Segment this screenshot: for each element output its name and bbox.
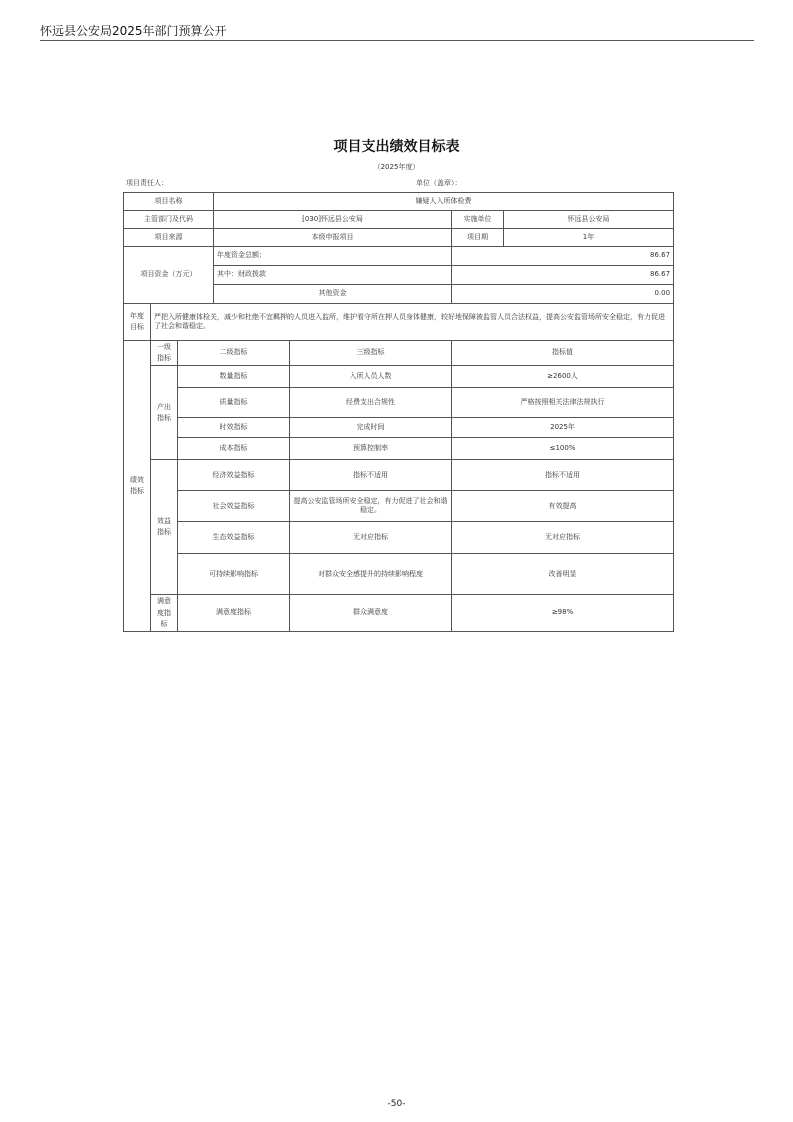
output-value: ≤100% xyxy=(452,438,674,460)
source-label: 项目来源 xyxy=(124,229,214,247)
funds-other-value: 0.00 xyxy=(452,285,674,304)
table-row xyxy=(124,418,674,438)
benefit-level3: 指标不适用 xyxy=(290,460,452,491)
output-level3: 完成时间 xyxy=(290,418,452,438)
dept-value: [030]怀远县公安局 xyxy=(214,211,452,229)
header-title: 怀远县公安局2025年部门预算公开 xyxy=(40,24,227,38)
project-name-label: 项目名称 xyxy=(124,193,214,211)
output-value: ≥2600人 xyxy=(452,366,674,388)
output-level2: 质量指标 xyxy=(178,388,290,418)
impl-value: 怀远县公安局 xyxy=(504,211,674,229)
col-level3-header: 三级指标 xyxy=(290,341,452,366)
funds-total-label: 年度资金总额： xyxy=(214,247,452,266)
benefit-level2: 社会效益指标 xyxy=(178,491,290,522)
table-row xyxy=(124,193,674,211)
funds-label: 项目资金（万元） xyxy=(124,247,214,304)
table-row xyxy=(124,229,674,247)
satisfaction-indicator-label: 满意度指标 xyxy=(151,595,178,632)
col-level2-header: 二级指标 xyxy=(178,341,290,366)
benefit-value: 改善明显 xyxy=(452,554,674,595)
benefit-level2: 生态效益指标 xyxy=(178,522,290,554)
table-row xyxy=(124,554,674,595)
benefit-level2: 可持续影响指标 xyxy=(178,554,290,595)
table-row xyxy=(124,438,674,460)
benefit-level2: 经济效益指标 xyxy=(178,460,290,491)
output-level3: 入所人员人数 xyxy=(290,366,452,388)
doc-title: 项目支出绩效目标表 xyxy=(333,139,460,155)
output-level3: 预算控制率 xyxy=(290,438,452,460)
doc-year: （2025年度） xyxy=(373,163,420,171)
annual-goal-text: 严把入所健康体检关，减少和杜绝不宜羁押的人员进入监所，维护看守所在押人员身体健康，较好地保障被监管人员合法权益，提高公安监管场所安全稳定，有力促进了社会和谐稳定。 xyxy=(151,304,674,341)
page-number: -50- xyxy=(387,1099,406,1109)
table-row xyxy=(124,595,674,632)
performance-table xyxy=(123,192,674,632)
output-value: 2025年 xyxy=(452,418,674,438)
dept-label: 主管部门及代码 xyxy=(124,211,214,229)
unit-label: 单位（盖章）： xyxy=(416,179,462,187)
table-row xyxy=(124,491,674,522)
annual-goal-label: 年度目标 xyxy=(124,304,151,341)
benefit-value: 有效提高 xyxy=(452,491,674,522)
benefit-level3: 提高公安监管场所安全稳定，有力促进了社会和谐稳定。 xyxy=(290,491,452,522)
benefit-value: 指标不适用 xyxy=(452,460,674,491)
table-row xyxy=(124,460,674,491)
benefit-indicator-label: 效益指标 xyxy=(151,460,178,595)
table-row xyxy=(124,211,674,229)
source-value: 本级申报项目 xyxy=(214,229,452,247)
output-level3: 经费支出合规性 xyxy=(290,388,452,418)
funds-fiscal-value: 86.67 xyxy=(452,266,674,285)
table-row xyxy=(124,388,674,418)
funds-other-label: 其他资金 xyxy=(214,285,452,304)
satisfaction-level3: 群众满意度 xyxy=(290,595,452,632)
table-row xyxy=(124,341,674,366)
benefit-level3: 对群众安全感提升的持续影响程度 xyxy=(290,554,452,595)
table-row xyxy=(124,522,674,554)
output-level2: 时效指标 xyxy=(178,418,290,438)
output-value: 严格按照相关法律法规执行 xyxy=(452,388,674,418)
impl-label: 实施单位 xyxy=(452,211,504,229)
benefit-value: 无对应指标 xyxy=(452,522,674,554)
owner-label: 项目责任人： xyxy=(126,179,168,187)
page-header xyxy=(40,20,754,41)
col-level1-header: 一级指标 xyxy=(151,341,178,366)
period-label: 项目期 xyxy=(452,229,504,247)
funds-total-value: 86.67 xyxy=(452,247,674,266)
table-row xyxy=(124,247,674,266)
satisfaction-level2: 满意度指标 xyxy=(178,595,290,632)
benefit-level3: 无对应指标 xyxy=(290,522,452,554)
funds-fiscal-label: 其中：财政拨款 xyxy=(214,266,452,285)
period-value: 1年 xyxy=(504,229,674,247)
table-row xyxy=(124,304,674,341)
col-value-header: 指标值 xyxy=(452,341,674,366)
output-indicator-label: 产出指标 xyxy=(151,366,178,460)
indicators-section-label: 绩效指标 xyxy=(124,341,151,632)
project-name-value: 嫌疑人入所体检费 xyxy=(214,193,674,211)
output-level2: 数量指标 xyxy=(178,366,290,388)
satisfaction-value: ≥98% xyxy=(452,595,674,632)
table-row xyxy=(124,366,674,388)
output-level2: 成本指标 xyxy=(178,438,290,460)
